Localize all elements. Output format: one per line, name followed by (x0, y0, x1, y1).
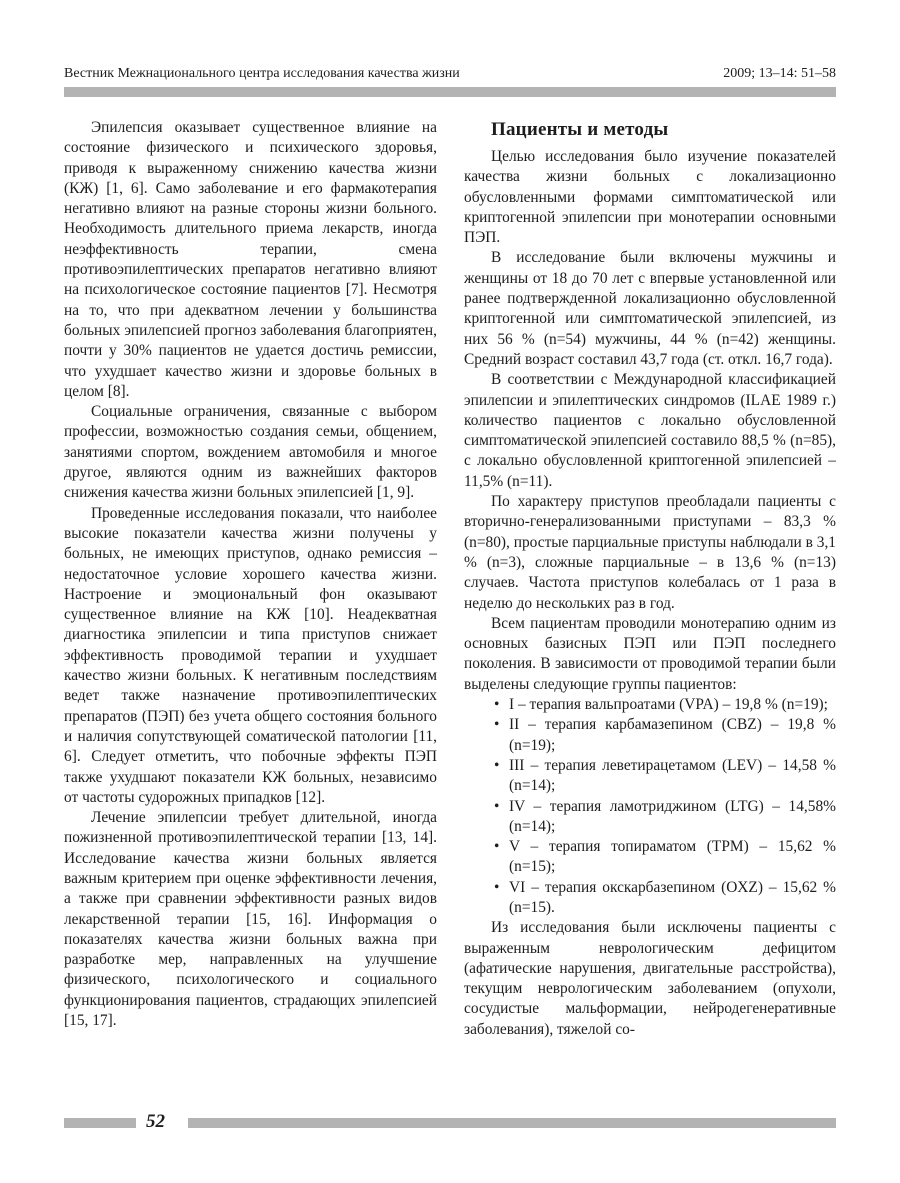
bullet-icon: • (494, 696, 500, 714)
list-item (464, 756, 836, 797)
running-header (64, 64, 836, 84)
list-item-text: V – терапия топираматом (TPM) – 15,62 % (n=15); (509, 838, 836, 876)
list-item (464, 797, 836, 838)
paragraph: По характеру приступов преобладали пациенты с вторично-генерализованными приступами – 83,3 % (n=80), простые парциальные приступы наблюдали в 3,1 % (n=3), сложные парциальные – в 13,6 % (n=13) случаев. Частота приступов колебалась от 1 раза в неделю до нескольких раз в год. (464, 493, 836, 612)
bullet-icon: • (494, 838, 500, 856)
list-item-text: IV – терапия ламотриджином (LTG) – 14,58% (n=14); (509, 797, 836, 835)
paragraph: Всем пациентам проводили монотерапию одним из основных базисных ПЭП или ПЭП последнего поколения. В зависимости от проводимой терапии были выделены следующие группы пациентов: (464, 614, 836, 693)
paragraph: Социальные ограничения, связанные с выбором профессии, возможностью создания семьи, общением, занятиями спортом, вождением автомобиля и многое другое, являются одним из важнейших факторов снижения качества жизни больных эпилепсией [1, 9]. (64, 403, 437, 502)
bullet-icon: • (494, 716, 500, 734)
right-column (464, 118, 836, 1040)
issue-pages: 2009; 13–14: 51–58 (723, 66, 836, 81)
list-item (464, 695, 836, 715)
list-item (464, 878, 836, 919)
journal-title: Вестник Межнационального центра исследования качества жизни (64, 66, 460, 81)
paragraph: Проведенные исследования показали, что наиболее высокие показатели качества жизни получены у больных, не имеющих приступов, однако ремиссия – недостаточное условие хорошего качества жизни. Настроение и эмоциональный фон оказывают существенное влияние на КЖ [10]. Неадекватная диагностика эпилепсии и типа приступов снижает эффективность проводимой терапии и ухудшает качество жизни больных. К негативным последствиям ведет также назначение противоэпилептических препаратов (ПЭП) без учета общего состояния больного и наличия сопутствующей соматической патологии [11, 6]. Следует отметить, что побочные эффекты ПЭП также ухудшают показатели КЖ больных, независимо от частоты судорожных припадков [12]. (64, 504, 437, 806)
footer-rule-left (64, 1118, 136, 1128)
paragraph: В соответствии с Международной классификацией эпилепсии и эпилептических синдромов (ILAE 1989 г.) количество пациентов с локально обусловленной симптоматической эпилепсией составило 88,5 % (n=85), с локально обусловленной криптогенной эпилепсией – 11,5% (n=11). (464, 371, 836, 490)
bullet-icon: • (494, 878, 500, 896)
left-column (64, 118, 437, 1031)
paragraph: В исследование были включены мужчины и женщины от 18 до 70 лет с впервые установленной или ранее подтвержденной локализационно обусловленной криптогенной или симптоматической эпилепсией, из них 56 % (n=54) мужчины, 44 % (n=42) женщины. Средний возраст составил 43,7 года (ст. откл. 16,7 года). (464, 249, 836, 368)
paragraph: Целью исследования было изучение показателей качества жизни больных с локализационно обусловленными формами симптоматической или криптогенной эпилепсии при монотерапии основными ПЭП. (464, 148, 836, 247)
paragraph: Из исследования были исключены пациенты с выраженным неврологическим дефицитом (афатические нарушения, двигательные расстройства), текущим неврологическим заболеванием (опухоли, сосудистые мальформации, нейродегенеративные заболевания), тяжелой со- (464, 919, 836, 1038)
bullet-icon: • (494, 797, 500, 815)
list-item-text: II – терапия карбамазепином (CBZ) – 19,8 % (n=19); (509, 716, 836, 754)
list-item (464, 715, 836, 756)
bullet-icon: • (494, 756, 500, 774)
footer-rule-right (188, 1118, 836, 1128)
list-item-text: I – терапия вальпроатами (VPA) – 19,8 % (n=19); (509, 696, 828, 714)
paragraph: Лечение эпилепсии требует длительной, иногда пожизненной противоэпилептической терапии [13, 14]. Исследование качества жизни больных является важным критерием при оценке эффективности лечения, а также при сравнении эффективности разных видов лекарственной терапии [15, 16]. Информация о показателях качества жизни больных важна при разработке мер, направленных на улучшение физического, психологического и социального функционирования пациентов, страдающих эпилепсией [15, 17]. (64, 809, 437, 1030)
list-item-text: VI – терапия окскарбазепином (OXZ) – 15,62 % (n=15). (509, 878, 836, 916)
patient-groups-list (464, 695, 836, 918)
list-item-text: III – терапия леветирацетамом (LEV) – 14,58 % (n=14); (509, 756, 836, 795)
section-heading: Пациенты и методы (491, 119, 669, 140)
page-number: 52 (146, 1111, 165, 1132)
header-rule (64, 87, 836, 97)
paragraph: Эпилепсия оказывает существенное влияние на состояние физического и психического здоровья, приводя к выраженному снижению качества жизни (КЖ) [1, 6]. Само заболевание и его фармакотерапия негативно влияют на разные стороны жизни больного. Необходимость длительного приема лекарств, иногда неэффективность терапии, смена противоэпилептических препаратов негативно влияют на психологическое состояние пациентов [7]. Несмотря на то, что при адекватном лечении у большинства больных эпилепсией прогноз заболевания благоприятен, почти у 30% пациентов не удается достичь ремиссии, что ухудшает качество жизни и здоровье больных в целом [8]. (64, 119, 437, 400)
list-item (464, 837, 836, 878)
